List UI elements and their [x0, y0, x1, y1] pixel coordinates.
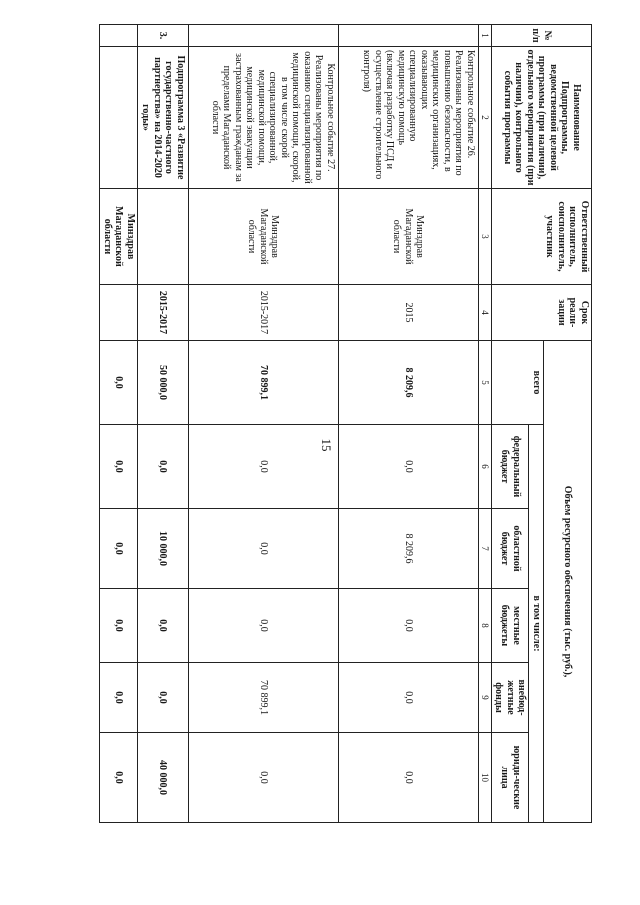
- table-row: [188, 25, 338, 823]
- row-regional: 0,0: [188, 509, 338, 589]
- row-regional: 0,0: [100, 509, 138, 589]
- header-legal: юриди-ческие лица: [492, 733, 530, 823]
- row-name: Контрольное событие 26. Реализованы мероприятия по повышению безопасности, в медицинских организациях, оказывающих специализированную медицинскую помощь (включая разработку ПСД и осуществление строительного контроля): [338, 47, 478, 189]
- row-period: [100, 285, 138, 341]
- row-name: Подпрограмма 3 «Развитие государственно-частного партнерства» на 2014-2020 годы»: [137, 47, 188, 189]
- rotated-table-container: [101, 24, 592, 822]
- row-federal: 0,0: [100, 425, 138, 509]
- subprogram-row: [137, 25, 188, 823]
- row-num: 3.: [137, 25, 188, 47]
- row-executor: Минздрав Магаданской области: [338, 189, 478, 285]
- row-name: [100, 47, 138, 189]
- row-federal: 0,0: [338, 425, 478, 509]
- row-local: 0,0: [100, 589, 138, 663]
- column-numbers-row: [478, 25, 491, 823]
- row-total: 50 000,0: [137, 341, 188, 425]
- row-offbudget: 0,0: [100, 663, 138, 733]
- row-legal: 40 000,0: [137, 733, 188, 823]
- row-executor: Минздрав Магаданской области: [100, 189, 138, 285]
- row-legal: 0,0: [100, 733, 138, 823]
- col-number: 5: [478, 341, 491, 425]
- header-num: № п/п: [492, 25, 592, 47]
- header-row-1: [544, 25, 592, 823]
- header-name: Наименование Подпрограммы, ведомственной целевой программы (при наличии), отдельного мероприятия (при наличии), контрольного события программы: [492, 47, 592, 189]
- header-local: местные бюджеты: [492, 589, 530, 663]
- row-total: 8 209,6: [338, 341, 478, 425]
- row-total: 70 899,1: [188, 341, 338, 425]
- header-executor: Ответственный исполнитель, соисполнитель, участник: [492, 189, 592, 285]
- header-period: Срок реали-зации: [492, 285, 592, 341]
- row-period: 2015-2017: [137, 285, 188, 341]
- row-name: Контрольное событие 27. Реализованы мероприятия по оказанию специализированной медицинской помощи, скорой, в том числе скорой специализированной, медицинской помощи, медицинской эвакуации застрахованным гражданам за пределами Магаданской области: [188, 47, 338, 189]
- row-regional: 8 209,6: [338, 509, 478, 589]
- row-total: 0,0: [100, 341, 138, 425]
- row-local: 0,0: [338, 589, 478, 663]
- table-row: [338, 25, 478, 823]
- header-incl: в том числе:: [529, 425, 544, 823]
- header-resources: Объем ресурсного обеспечения (тыс. руб.),: [544, 341, 592, 823]
- table-row: [100, 25, 138, 823]
- row-num: [100, 25, 138, 47]
- row-local: 0,0: [188, 589, 338, 663]
- row-num: [338, 25, 478, 47]
- row-period: 2015-2017: [188, 285, 338, 341]
- row-offbudget: 70 899,1: [188, 663, 338, 733]
- row-period: 2015: [338, 285, 478, 341]
- row-legal: 0,0: [338, 733, 478, 823]
- col-number: 10: [478, 733, 491, 823]
- header-regional: областной бюджет: [492, 509, 530, 589]
- row-executor: Минздрав Магаданской области: [188, 189, 338, 285]
- row-local: 0,0: [137, 589, 188, 663]
- row-federal: 0,0: [137, 425, 188, 509]
- col-number: 1: [478, 25, 491, 47]
- row-federal: 0,0: [188, 425, 338, 509]
- header-total: всего: [492, 341, 544, 425]
- row-regional: 10 000,0: [137, 509, 188, 589]
- col-number: 4: [478, 285, 491, 341]
- col-number: 9: [478, 663, 491, 733]
- header-federal: федеральный бюджет: [492, 425, 530, 509]
- col-number: 2: [478, 47, 491, 189]
- col-number: 6: [478, 425, 491, 509]
- row-offbudget: 0,0: [137, 663, 188, 733]
- row-legal: 0,0: [188, 733, 338, 823]
- row-num: [188, 25, 338, 47]
- col-number: 8: [478, 589, 491, 663]
- page-number: 15: [319, 438, 334, 452]
- row-offbudget: 0,0: [338, 663, 478, 733]
- col-number: 3: [478, 189, 491, 285]
- col-number: 7: [478, 509, 491, 589]
- header-offbudget: внебюд-жетные фонды: [492, 663, 530, 733]
- row-executor: [137, 189, 188, 285]
- resource-table: [99, 24, 592, 823]
